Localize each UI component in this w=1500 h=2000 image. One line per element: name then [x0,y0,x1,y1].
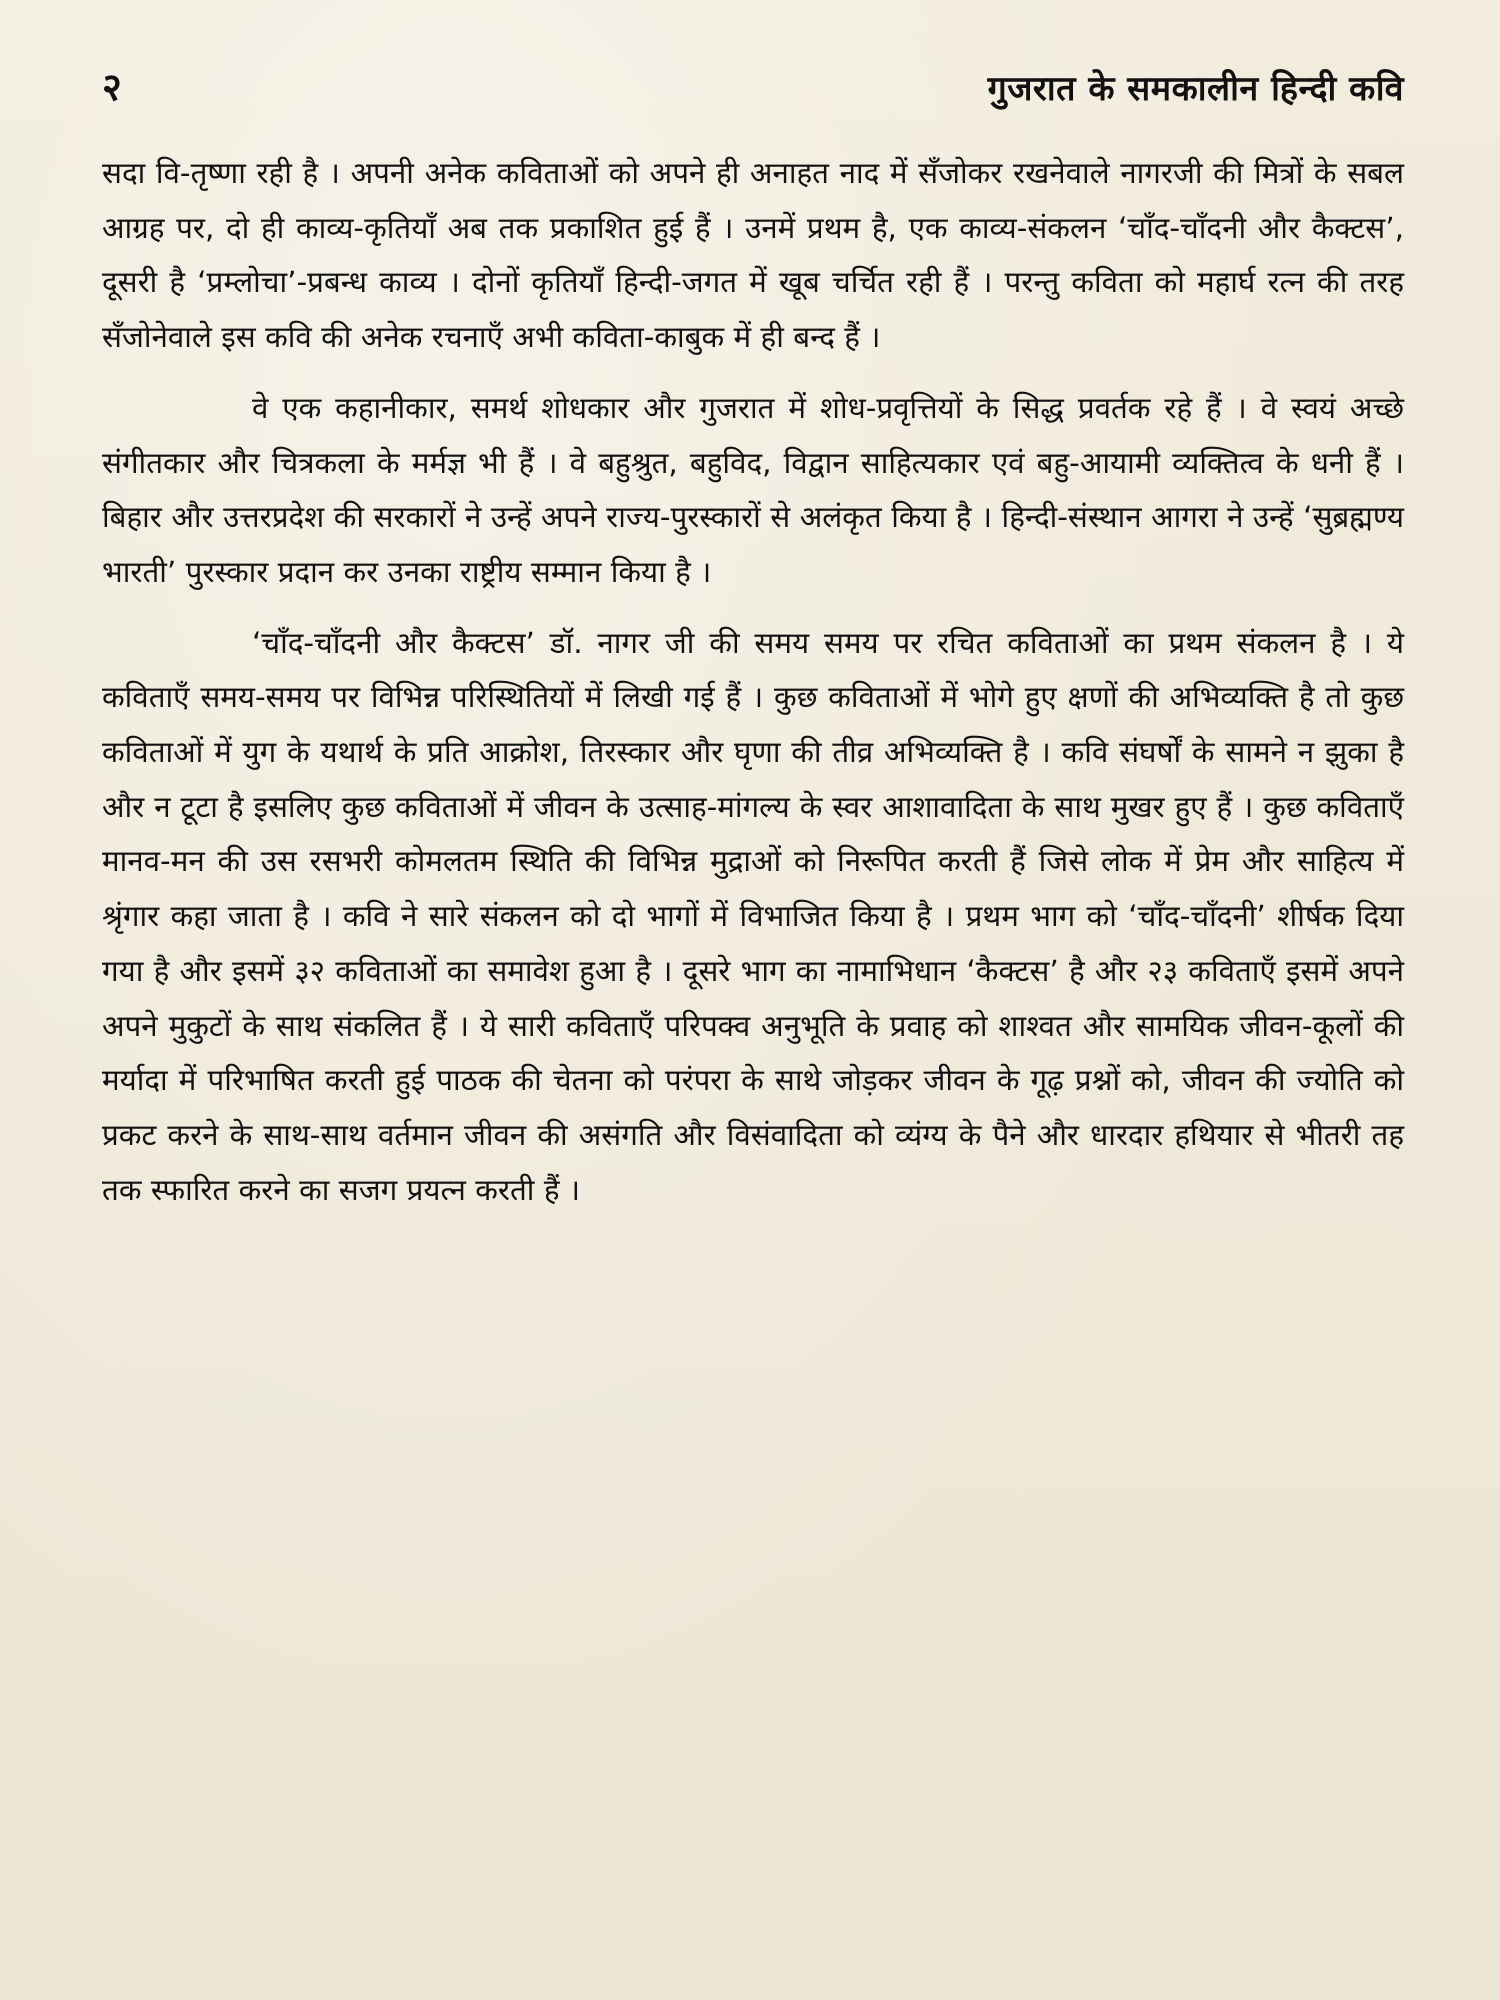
running-title: गुजरात के समकालीन हिन्दी कवि [987,69,1404,109]
body-text [102,146,1404,1217]
page-number: २ [102,65,122,109]
paragraph-2: वे एक कहानीकार, समर्थ शोधकार और गुजरात में शोध-प्रवृत्तियों के सिद्ध प्रवर्तक रहे हैं । वे स्वयं अच्छे संगीतकार और चित्रकला के मर्मज्ञ भी हैं । वे बहुश्रुत, बहुविद, विद्वान साहित्यकार एवं बहु-आयामी व्यक्तित्व के धनी हैं । बिहार और उत्तरप्रदेश की सरकारों ने उन्हें अपने राज्य-पुरस्कारों से अलंकृत किया है । हिन्दी-संस्थान आगरा ने उन्हें ‘सुब्रह्मण्य भारती’ पुरस्कार प्रदान कर उनका राष्ट्रीय सम्मान किया है । [102,390,1404,589]
paragraph-3: ‘चाँद-चाँदनी और कैक्टस’ डॉ. नागर जी की समय समय पर रचित कविताओं का प्रथम संकलन है । ये कविताएँ समय-समय पर विभिन्न परिस्थितियों में लिखी गई हैं । कुछ कविताओं में भोगे हुए क्षणों की अभिव्यक्ति है तो कुछ कविताओं में युग के यथार्थ के प्रति आक्रोश, तिरस्कार और घृणा की तीव्र अभिव्यक्ति है । कवि संघर्षों के सामने न झुका है और न टूटा है इसलिए कुछ कविताओं में जीवन के उत्साह-मांगल्य के स्वर आशावादिता के साथ मुखर हुए हैं । कुछ कविताएँ मानव-मन की उस रसभरी कोमलतम स्थिति की विभिन्न मुद्राओं को निरूपित करती हैं जिसे लोक में प्रेम और साहित्य में श्रृंगार कहा जाता है । कवि ने सारे संकलन को दो भागों में विभाजित किया है । प्रथम भाग को ‘चाँद-चाँदनी’ शीर्षक दिया गया है और इसमें ३२ कविताओं का समावेश हुआ है । दूसरे भाग का नामाभिधान ‘कैक्टस’ है और २३ कविताएँ इसमें अपने अपने मुकुटों के साथ संकलित हैं । ये सारी कविताएँ परिपक्व अनुभूति के प्रवाह को शाश्वत और सामयिक जीवन-कूलों की मर्यादा में परिभाषित करती हुई पाठक की चेतना को परंपरा के साथे जोड़कर जीवन के गूढ़ प्रश्नों को, जीवन की ज्योति को प्रकट करने के साथ-साथ वर्तमान जीवन की असंगति और विसंवादिता को व्यंग्य के पैने और धारदार हथियार से भीतरी तह तक स्फारित करने का सजग प्रयत्न करती हैं । [102,625,1404,1207]
running-head [102,60,1404,132]
paragraph-1: सदा वि-तृष्णा रही है । अपनी अनेक कविताओं को अपने ही अनाहत नाद में सँजोकर रखनेवाले नागरजी की मित्रों के सबल आग्रह पर, दो ही काव्य-कृतियाँ अब तक प्रकाशित हुई हैं । उनमें प्रथम है, एक काव्य-संकलन ‘चाँद-चाँदनी और कैक्टस’, दूसरी है ‘प्रम्लोचा’-प्रबन्ध काव्य । दोनों कृतियाँ हिन्दी-जगत में खूब चर्चित रही हैं । परन्तु कविता को महार्घ रत्न की तरह सँजोनेवाले इस कवि की अनेक रचनाएँ अभी कविता-काबुक में ही बन्द हैं । [102,156,1404,355]
